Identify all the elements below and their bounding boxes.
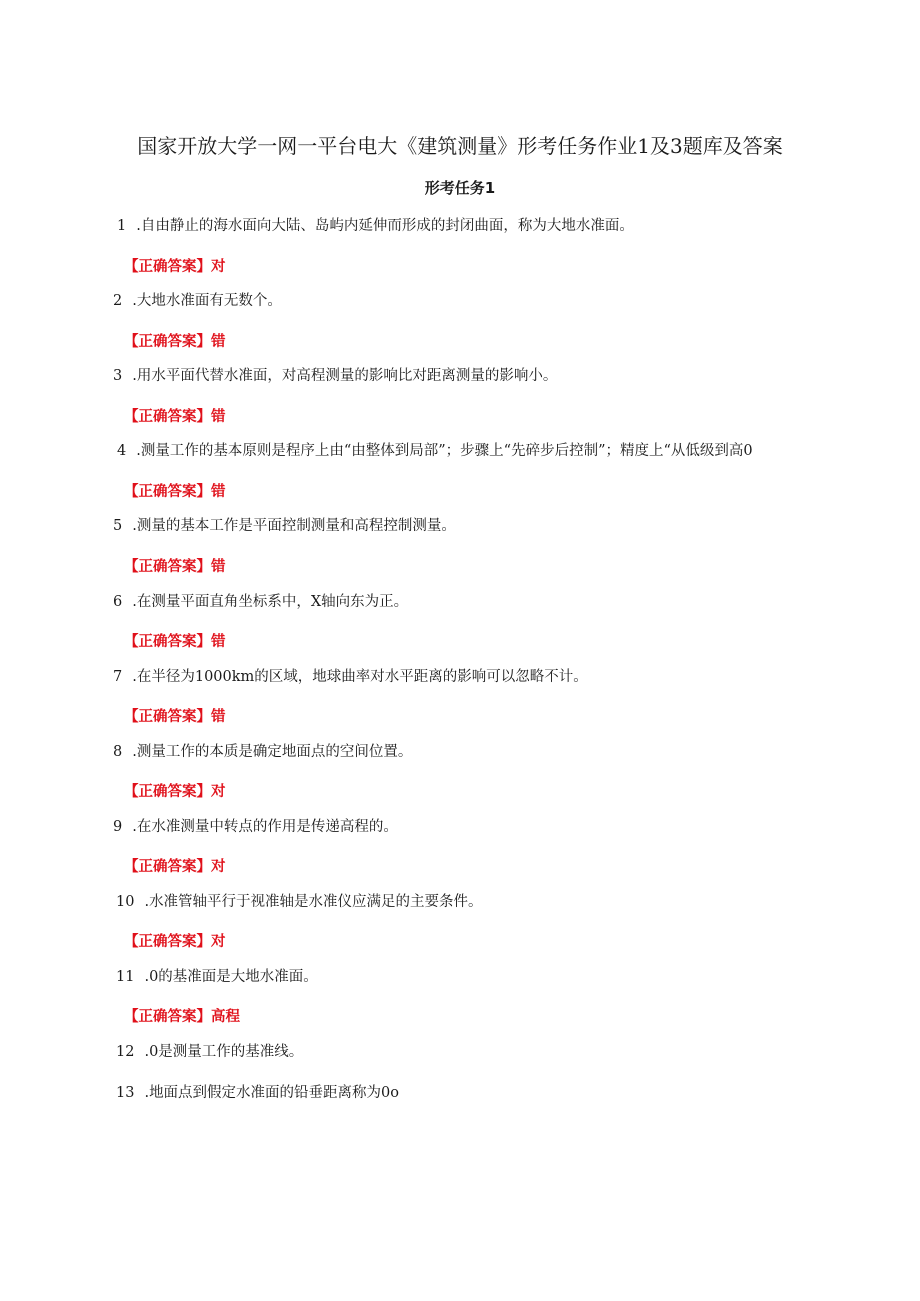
answer-9 <box>124 855 226 876</box>
answer-3 <box>124 405 226 426</box>
question-number: 4 <box>117 443 127 459</box>
answer-8 <box>124 780 226 801</box>
question-8: 8 .测量工作的本质是确定地面点的空间位置。 <box>113 744 413 760</box>
answer-value: 错 <box>211 334 226 350</box>
question-number: 8 <box>113 744 123 760</box>
question-number: 7 <box>113 669 123 685</box>
answer-value: 对 <box>211 259 226 275</box>
question-text: 水准管轴平行于视准轴是水准仪应满足的主要条件。 <box>149 894 483 910</box>
question-13: 13 .地面点到假定水准面的铅垂距离称为0o <box>116 1085 400 1101</box>
answer-2 <box>124 330 226 351</box>
answer-11 <box>124 1005 240 1026</box>
answer-7 <box>124 705 226 726</box>
question-2: 2 .大地水准面有无数个。 <box>113 293 282 309</box>
question-text: 在半径为1000km的区域，地球曲率对水平距离的影响可以忽略不计。 <box>136 669 588 685</box>
question-text: 0是测量工作的基准线。 <box>149 1044 304 1060</box>
question-text: 自由静止的海水面向大陆、岛屿内延伸而形成的封闭曲面，称为大地水准面。 <box>140 218 634 234</box>
answer-prefix: 【正确答案】 <box>124 859 211 875</box>
answer-prefix: 【正确答案】 <box>124 484 211 500</box>
question-text: 0的基准面是大地水准面。 <box>149 969 318 985</box>
answer-5 <box>124 555 226 576</box>
question-text: 在水准测量中转点的作用是传递高程的。 <box>136 819 398 835</box>
question-number: 5 <box>113 518 123 534</box>
question-text: 测量的基本工作是平面控制测量和高程控制测量。 <box>136 518 456 534</box>
question-1: 1 .自由静止的海水面向大陆、岛屿内延伸而形成的封闭曲面，称为大地水准面。 <box>117 218 634 234</box>
answer-prefix: 【正确答案】 <box>124 334 211 350</box>
question-text: 在测量平面直角坐标系中，X轴向东为正。 <box>136 594 409 610</box>
answer-value: 对 <box>211 859 226 875</box>
question-number: 3 <box>113 368 123 384</box>
answer-value: 错 <box>211 634 226 650</box>
question-10: 10 .水准管轴平行于视准轴是水准仪应满足的主要条件。 <box>116 894 483 910</box>
question-4: 4 .测量工作的基本原则是程序上由“由整体到局部”；步骤上“先碎步后控制”；精度上“从低级到高0 <box>117 443 753 459</box>
answer-value: 对 <box>211 784 226 800</box>
question-6: 6 .在测量平面直角坐标系中，X轴向东为正。 <box>113 594 409 610</box>
answer-prefix: 【正确答案】 <box>124 1009 211 1025</box>
question-9: 9 .在水准测量中转点的作用是传递高程的。 <box>113 819 398 835</box>
question-number: 9 <box>113 819 123 835</box>
question-number: 2 <box>113 293 123 309</box>
answer-value: 高程 <box>211 1009 240 1025</box>
answer-prefix: 【正确答案】 <box>124 784 211 800</box>
answer-value: 错 <box>211 409 226 425</box>
answer-value: 错 <box>211 709 226 725</box>
question-text: 大地水准面有无数个。 <box>136 293 282 309</box>
answer-1 <box>124 255 226 276</box>
question-number: 10 <box>116 894 135 910</box>
answer-value: 错 <box>211 559 226 575</box>
document-title: 国家开放大学一网一平台电大《建筑测量》形考任务作业1及3题库及答案 <box>137 134 783 158</box>
answer-prefix: 【正确答案】 <box>124 934 211 950</box>
question-text: 测量工作的本质是确定地面点的空间位置。 <box>136 744 413 760</box>
question-number: 6 <box>113 594 123 610</box>
question-number: 11 <box>116 969 135 985</box>
answer-10 <box>124 930 226 951</box>
answer-prefix: 【正确答案】 <box>124 259 211 275</box>
question-text: 用水平面代替水准面，对高程测量的影响比对距离测量的影响小。 <box>136 368 558 384</box>
question-number: 1 <box>117 218 127 234</box>
answer-prefix: 【正确答案】 <box>124 409 211 425</box>
answer-prefix: 【正确答案】 <box>124 709 211 725</box>
answer-4 <box>124 480 226 501</box>
question-5: 5 .测量的基本工作是平面控制测量和高程控制测量。 <box>113 518 456 534</box>
answer-value: 错 <box>211 484 226 500</box>
question-number: 12 <box>116 1044 135 1060</box>
question-text: 测量工作的基本原则是程序上由“由整体到局部”；步骤上“先碎步后控制”；精度上“从低级到高0 <box>140 443 753 459</box>
question-11: 11 .0的基准面是大地水准面。 <box>116 969 318 985</box>
question-12: 12 .0是测量工作的基准线。 <box>116 1044 304 1060</box>
question-number: 13 <box>116 1085 135 1101</box>
section-heading: 形考任务1 <box>424 179 496 197</box>
answer-prefix: 【正确答案】 <box>124 559 211 575</box>
answer-prefix: 【正确答案】 <box>124 634 211 650</box>
question-text: 地面点到假定水准面的铅垂距离称为0o <box>149 1085 400 1101</box>
answer-value: 对 <box>211 934 226 950</box>
question-7: 7 .在半径为1000km的区域，地球曲率对水平距离的影响可以忽略不计。 <box>113 669 588 685</box>
question-3: 3 .用水平面代替水准面，对高程测量的影响比对距离测量的影响小。 <box>113 368 558 384</box>
answer-6 <box>124 630 226 651</box>
